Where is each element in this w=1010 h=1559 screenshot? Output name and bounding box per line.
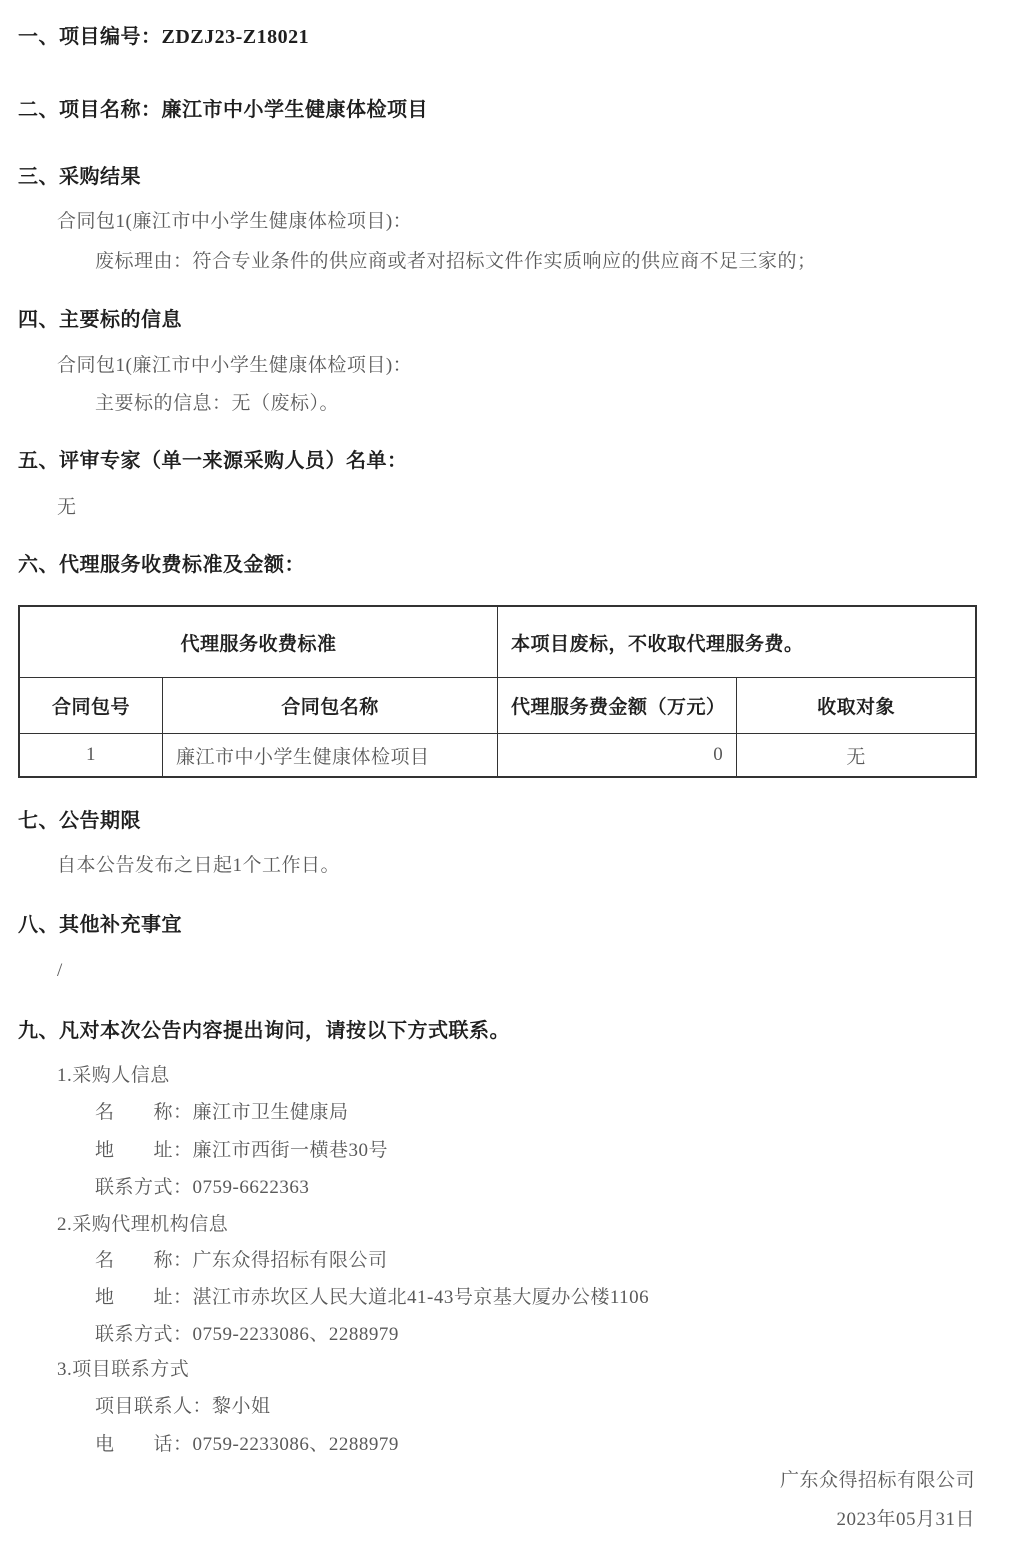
announcement-period-value: 自本公告发布之日起1个工作日。 [57,855,341,876]
fee-standard-note-cell: 本项目废标，不收取代理服务费。 [497,606,976,678]
procurement-result-package: 合同包1(廉江市中小学生健康体检项目)： [57,211,413,232]
cell-package-name: 廉江市中小学生健康体检项目 [163,734,498,778]
other-matters-value: / [57,960,63,981]
purchaser-name: 名 称：廉江市卫生健康局 [95,1102,349,1123]
main-subject-package: 合同包1(廉江市中小学生健康体检项目)： [57,355,413,376]
experts-value: 无 [57,497,77,518]
fee-table-column-header-row [19,678,976,734]
section-procurement-result-title: 三、采购结果 [18,166,141,188]
project-name-value: 廉江市中小学生健康体检项目 [161,99,428,121]
agency-phone: 联系方式：0759-2233086、2288979 [95,1324,399,1345]
fee-table-merged-header-row [19,606,976,678]
column-header-package-no: 合同包号 [19,678,163,734]
agency-heading: 2.采购代理机构信息 [57,1214,229,1235]
purchaser-heading: 1.采购人信息 [57,1065,170,1086]
cell-charge-target: 无 [737,734,976,778]
section-main-subject-title: 四、主要标的信息 [18,309,182,331]
project-contact-person: 项目联系人：黎小姐 [95,1396,271,1417]
main-subject-info: 主要标的信息：无（废标）。 [95,393,340,414]
agency-fee-table [18,605,977,778]
column-header-package-name: 合同包名称 [163,678,498,734]
project-no-value: ZDZJ23-Z18021 [161,26,310,48]
project-name-label: 二、项目名称： [18,99,162,121]
purchaser-phone: 联系方式：0759-6622363 [95,1177,310,1198]
section-experts-title: 五、评审专家（单一来源采购人员）名单： [18,450,408,472]
agency-name: 名 称：广东众得招标有限公司 [95,1250,388,1271]
section-project-no [18,24,975,50]
column-header-fee-amount: 代理服务费金额（万元） [497,678,736,734]
cell-package-no: 1 [19,734,163,778]
section-project-name [18,97,975,123]
agency-address: 地 址：湛江市赤坎区人民大道北41-43号京基大厦办公楼1106 [95,1287,650,1308]
procurement-result-reason: 废标理由：符合专业条件的供应商或者对招标文件作实质响应的供应商不足三家的； [95,251,817,272]
cell-fee-amount: 0 [497,734,736,778]
footer-signature: 广东众得招标有限公司 [779,1470,975,1491]
section-announcement-period-title: 七、公告期限 [18,810,141,832]
project-no-label: 一、项目编号： [18,26,162,48]
section-other-matters-title: 八、其他补充事宜 [18,914,182,936]
section-agency-fee-title: 六、代理服务收费标准及金额： [18,554,305,576]
project-contact-phone: 电 话：0759-2233086、2288979 [95,1434,399,1455]
column-header-charge-target: 收取对象 [737,678,976,734]
footer-date: 2023年05月31日 [836,1509,975,1530]
project-contact-heading: 3.项目联系方式 [57,1359,190,1380]
fee-table-data-row [19,734,976,778]
fee-standard-header-cell: 代理服务收费标准 [19,606,497,678]
purchaser-address: 地 址：廉江市西街一横巷30号 [95,1140,389,1161]
section-contact-title: 九、凡对本次公告内容提出询问，请按以下方式联系。 [18,1020,510,1042]
